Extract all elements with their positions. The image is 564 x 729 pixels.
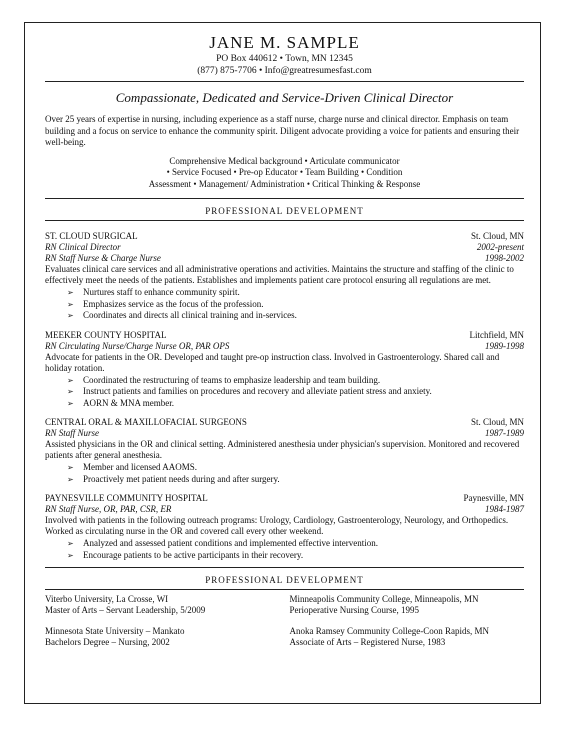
skills-line: Assessment • Management/ Administration • Critical Thinking & Response xyxy=(148,178,421,189)
section-divider xyxy=(45,589,524,590)
skills-block xyxy=(45,156,524,191)
resume-name: JANE M. SAMPLE xyxy=(209,33,360,52)
contact-phone-email: (877) 875-7706 • Info@greatresumesfast.com xyxy=(197,66,372,76)
education-degree: Bachelors Degree – Nursing, 2002 xyxy=(45,637,170,647)
education-entry xyxy=(290,626,525,648)
job-employer: PAYNESVILLE COMMUNITY HOSPITAL xyxy=(45,493,208,503)
section-divider xyxy=(45,198,524,199)
job-description: Evaluates clinical care services and all administrative operations and activities. Maintains the structure and staffing of the clinic to effectively meet the needs of the patients. Establishes and implements patient care protocol ensuring all regulations are met. xyxy=(45,264,514,285)
education-school: Viterbo University, La Crosse, WI xyxy=(45,594,169,604)
job-dates: 1984-1987 xyxy=(485,504,524,514)
job-title: RN Staff Nurse & Charge Nurse xyxy=(45,253,161,263)
job-bullet: ➢ Encourage patients to be active participants in their recovery. xyxy=(67,550,524,562)
job-dates: 1998-2002 xyxy=(485,253,524,263)
education-school: Minneapolis Community College, Minneapolis, MN xyxy=(289,594,479,604)
job-description: Assisted physicians in the OR and clinical setting. Administered anesthesia under physician's supervision. Monitored and recovered patients after general anesthesia. xyxy=(45,439,520,460)
job-bullet: ➢ Instruct patients and families on procedures and recovery and alleviate patient stress and anxiety. xyxy=(67,386,524,398)
job-bullet: ➢ Proactively met patient needs during and after surgery. xyxy=(67,474,524,486)
education-degree: Associate of Arts – Registered Nurse, 1983 xyxy=(289,637,446,647)
education-entry xyxy=(45,626,280,648)
job-description: Advocate for patients in the OR. Developed and taught pre-op instruction class. Involved in Gastroenterology. Shared call and holiday rotation. xyxy=(45,351,500,373)
education-school: Anoka Ramsey Community College-Coon Rapids, MN xyxy=(289,626,489,636)
education-entry xyxy=(290,594,525,616)
job-title: RN Circulating Nurse/Charge Nurse OR, PAR OPS xyxy=(45,340,230,351)
education-heading: PROFESSIONAL DEVELOPMENT xyxy=(205,575,364,585)
job-bullets xyxy=(45,538,524,561)
job-title: RN Clinical Director xyxy=(45,242,121,252)
job-dates: 1989-1998 xyxy=(485,340,524,351)
tagline: Compassionate, Dedicated and Service-Driven Clinical Director xyxy=(115,90,454,105)
summary: Over 25 years of expertise in nursing, including experience as a staff nurse, charge nurse and clinical director. Emphasis on team building and a focus on service to enhance the community spirit. Diligent advocate providing a voice for patients and ensuring their well-being. xyxy=(45,114,520,147)
section-divider xyxy=(45,220,524,221)
experience-heading: PROFESSIONAL DEVELOPMENT xyxy=(205,206,364,216)
job-bullet: ➢ Coordinated the restructuring of teams to emphasize leadership and team building. xyxy=(67,375,524,387)
job-entry xyxy=(45,330,524,410)
job-location: Paynesville, MN xyxy=(463,493,524,503)
job-bullet: ➢ Coordinates and directs all clinical training and in-services. xyxy=(67,310,524,322)
contact-address: PO Box 440612 • Town, MN 12345 xyxy=(216,54,353,64)
education-degree: Perioperative Nursing Course, 1995 xyxy=(289,605,419,615)
education-grid xyxy=(45,594,524,658)
job-bullets xyxy=(45,375,524,410)
education-entry xyxy=(45,594,280,616)
job-employer: ST. CLOUD SURGICAL xyxy=(45,231,138,241)
job-bullets xyxy=(45,287,524,322)
job-bullets xyxy=(45,462,524,485)
job-entry xyxy=(45,231,524,322)
job-bullet: ➢ Member and licensed AAOMS. xyxy=(67,462,524,474)
skills-line: • Service Focused • Pre-op Educator • Team Building • Condition xyxy=(166,167,403,177)
job-entry xyxy=(45,493,524,561)
job-description: Involved with patients in the following outreach programs: Urology, Cardiology, Gastroenterology, Neurology, and Orthopedics. Worked as circulating nurse in the OR and covered call every other weekend. xyxy=(45,515,509,536)
job-bullet: ➢ AORN & MNA member. xyxy=(67,398,524,410)
job-location: St. Cloud, MN xyxy=(470,231,524,241)
job-bullet: ➢ Nurtures staff to enhance community spirit. xyxy=(67,287,524,299)
job-employer: CENTRAL ORAL & MAXILLOFACIAL SURGEONS xyxy=(45,417,247,427)
resume-page xyxy=(24,22,541,704)
skills-line: Comprehensive Medical background • Articulate communicator xyxy=(169,155,400,166)
job-bullet: ➢ Analyzed and assessed patient conditions and implemented effective intervention. xyxy=(67,538,524,550)
section-divider xyxy=(45,567,524,568)
job-dates: 2002-present xyxy=(476,242,524,252)
job-employer: MEEKER COUNTY HOSPITAL xyxy=(45,329,167,340)
job-dates: 1987-1989 xyxy=(485,428,524,438)
job-location: Litchfield, MN xyxy=(469,329,524,340)
header-divider xyxy=(45,81,524,82)
job-bullet: ➢ Emphasizes service as the focus of the profession. xyxy=(67,299,524,311)
job-title: RN Staff Nurse, OR, PAR, CSR, ER xyxy=(45,504,172,514)
job-title: RN Staff Nurse xyxy=(45,428,100,438)
education-school: Minnesota State University – Mankato xyxy=(45,626,185,636)
job-location: St. Cloud, MN xyxy=(470,417,524,427)
job-entry xyxy=(45,417,524,485)
education-degree: Master of Arts – Servant Leadership, 5/2009 xyxy=(45,605,206,615)
